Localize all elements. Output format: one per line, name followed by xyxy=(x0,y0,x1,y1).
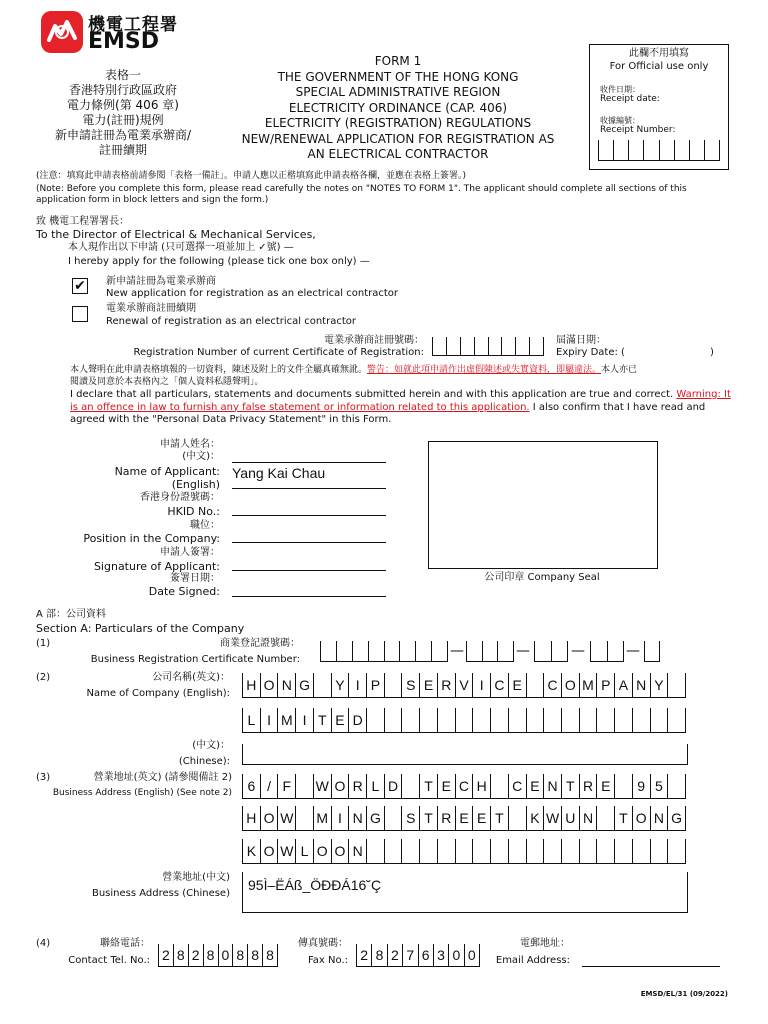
char-box: E xyxy=(437,774,455,798)
char-box xyxy=(667,673,686,697)
header-en-line: ELECTRICITY (REGISTRATION) REGULATIONS xyxy=(264,116,532,130)
char-box: O xyxy=(260,839,278,863)
brc-boxes-4[interactable] xyxy=(590,641,624,662)
char-box: O xyxy=(632,806,650,830)
char-box xyxy=(596,806,614,830)
digit-box: 8 xyxy=(247,944,262,966)
char-box: N xyxy=(632,673,650,697)
char-box: O xyxy=(561,673,579,697)
official-use-box xyxy=(589,44,729,170)
name-zh-label-2: (中文)： xyxy=(182,451,220,462)
char-box xyxy=(384,806,402,830)
header-zh-line: 表格一 xyxy=(104,68,141,82)
char-box xyxy=(508,708,526,732)
char-box xyxy=(543,839,561,863)
renewal-label: Renewal of registration as an electrical contractor xyxy=(106,316,356,327)
char-box: I xyxy=(348,673,366,697)
char-box: E xyxy=(526,774,544,798)
char-box: D xyxy=(384,774,402,798)
char-box xyxy=(508,806,526,830)
form-number: FORM 1 xyxy=(374,54,422,68)
char-box: O xyxy=(260,806,278,830)
char-box: M xyxy=(277,708,295,732)
reg-number-zh: 電業承辦商註冊號碼： xyxy=(324,335,424,346)
char-box: C xyxy=(455,774,473,798)
signature-label: Signature of Applicant: xyxy=(93,560,220,573)
char-box: O xyxy=(331,774,349,798)
dash-separator: — xyxy=(571,643,585,659)
char-box xyxy=(614,774,632,798)
address-label: Business Address (English) (See note 2) xyxy=(52,788,232,798)
company-cname-zh: (中文)： xyxy=(192,740,230,751)
char-box: T xyxy=(419,774,437,798)
char-box xyxy=(508,839,526,863)
char-box: 6 xyxy=(242,774,260,798)
char-box: W xyxy=(277,806,295,830)
header-chinese xyxy=(38,68,208,158)
char-box xyxy=(366,839,384,863)
char-box: L xyxy=(366,774,384,798)
declaration-en xyxy=(70,389,734,427)
item-number: (4) xyxy=(36,938,51,949)
char-box: S xyxy=(401,673,419,697)
char-box: W xyxy=(543,806,561,830)
char-box: C xyxy=(490,673,508,697)
hkid-field[interactable] xyxy=(232,503,386,516)
char-box: H xyxy=(472,774,490,798)
char-box xyxy=(455,708,473,732)
char-box xyxy=(472,839,490,863)
digit-box: 2 xyxy=(188,944,203,966)
char-box xyxy=(419,839,437,863)
dash-separator: — xyxy=(626,643,640,659)
char-box xyxy=(667,774,686,798)
char-box xyxy=(455,839,473,863)
char-box xyxy=(366,708,384,732)
footer-code: EMSD/EL/31 (09/2022) xyxy=(640,990,728,998)
address-zh: 營業地址(英文) (請參閱備註 2) xyxy=(93,772,232,783)
char-box: W xyxy=(277,839,295,863)
char-box xyxy=(490,839,508,863)
brc-boxes-main[interactable] xyxy=(320,641,448,662)
brc-label: Business Registration Certificate Number: xyxy=(90,654,300,665)
company-name-zh: 公司名稱(英文)： xyxy=(152,672,230,683)
char-box: E xyxy=(419,673,437,697)
char-box xyxy=(526,673,544,697)
char-box: O xyxy=(260,673,278,697)
char-box: E xyxy=(508,673,526,697)
address-row-2[interactable] xyxy=(242,806,686,831)
declaration-en-text: I declare that all particulars, statements and documents submitted herein and with this application are true and correct. xyxy=(70,389,674,400)
position-field[interactable] xyxy=(232,530,386,543)
logo-abbr: EMSD xyxy=(88,29,160,54)
char-box xyxy=(384,673,402,697)
char-box: L xyxy=(242,708,260,732)
declaration-zh-3: 閱讀及同意於本表格內之「個人資料私隱聲明」。 xyxy=(70,377,264,387)
char-box: K xyxy=(242,839,260,863)
warning-en: Warning: It is an offence in law to furnish any false statement or information related to this application. xyxy=(70,389,731,413)
digit-box: 3 xyxy=(433,944,448,966)
char-box xyxy=(614,839,632,863)
char-box xyxy=(596,708,614,732)
char-box xyxy=(650,708,668,732)
char-box: / xyxy=(260,774,278,798)
char-box: Y xyxy=(650,673,668,697)
signature-field[interactable] xyxy=(232,558,386,571)
char-box: T xyxy=(614,806,632,830)
signature-zh: 申請人簽署： xyxy=(160,547,220,558)
char-box: P xyxy=(366,673,384,697)
char-box: N xyxy=(579,806,597,830)
char-box xyxy=(614,708,632,732)
chinese-address-label: Business Address (Chinese) xyxy=(91,888,230,899)
receipt-number-boxes[interactable] xyxy=(598,140,720,161)
char-box xyxy=(401,839,419,863)
char-box: 5 xyxy=(650,774,668,798)
fax-zh: 傳真號碼： xyxy=(298,938,348,949)
header-zh-line: 電力條例(第 406 章) xyxy=(67,98,179,112)
char-box: I xyxy=(331,806,349,830)
company-name-row-2[interactable] xyxy=(242,708,686,733)
char-box: V xyxy=(455,673,473,697)
char-box xyxy=(384,708,402,732)
reg-number-label: Registration Number of current Certificate of Registration: xyxy=(133,347,424,358)
char-box xyxy=(490,774,508,798)
char-box xyxy=(667,708,686,732)
brc-boxes-5[interactable] xyxy=(644,641,660,662)
form-title: AN ELECTRICAL CONTRACTOR xyxy=(307,147,489,161)
char-box: 9 xyxy=(632,774,650,798)
date-label: Date Signed: xyxy=(148,585,220,598)
header-zh-line: 電力(註冊)規例 xyxy=(82,113,164,127)
char-box: H xyxy=(242,673,260,697)
header-zh-line: 註冊續期 xyxy=(98,143,147,157)
char-box xyxy=(526,708,544,732)
char-box xyxy=(543,708,561,732)
digit-box: 0 xyxy=(448,944,463,966)
char-box xyxy=(632,708,650,732)
char-box xyxy=(295,806,313,830)
char-box: Y xyxy=(331,673,349,697)
char-box: T xyxy=(313,708,331,732)
tel-boxes[interactable] xyxy=(158,944,278,967)
address-row-3[interactable] xyxy=(242,839,686,864)
declaration-zh-text: 本人聲明在此申請表格填報的一切資料，陳述及附上的文件全屬真確無訛。 xyxy=(70,365,368,375)
char-box xyxy=(401,774,419,798)
char-box: R xyxy=(437,806,455,830)
char-box xyxy=(401,708,419,732)
name-en-value: Yang Kai Chau xyxy=(232,465,326,481)
section-a-title: Section A: Particulars of the Company xyxy=(36,622,245,635)
char-box: K xyxy=(526,806,544,830)
declaration-en-text-2: I also confirm that I have read and agreed with the "Personal Data Privacy Statement" in this Form. xyxy=(70,401,706,425)
char-box: E xyxy=(472,806,490,830)
reg-number-boxes[interactable] xyxy=(432,337,544,356)
digit-box: 2 xyxy=(387,944,402,966)
warning-zh: 警告：如就此項申請作出虛假陳述或失實資料，即屬違法。 xyxy=(367,365,602,375)
char-box: G xyxy=(667,806,686,830)
char-box: R xyxy=(437,673,455,697)
digit-box: 2 xyxy=(158,944,173,966)
digit-box: 8 xyxy=(232,944,247,966)
company-name-row-1[interactable] xyxy=(242,673,686,698)
new-application-label: New application for registration as an electrical contractor xyxy=(106,288,399,299)
char-box: N xyxy=(348,806,366,830)
digit-box: 0 xyxy=(464,944,480,966)
to-director-en: To the Director of Electrical & Mechanical Services, xyxy=(36,228,316,241)
digit-box: 8 xyxy=(203,944,218,966)
char-box: E xyxy=(596,774,614,798)
tel-zh: 聯絡電話： xyxy=(100,938,150,949)
char-box xyxy=(437,708,455,732)
char-box xyxy=(561,708,579,732)
name-en-label: Name of Applicant: xyxy=(114,465,220,478)
name-zh-label: 申請人姓名： xyxy=(160,439,220,450)
char-box xyxy=(579,839,597,863)
char-box: T xyxy=(419,806,437,830)
char-box: E xyxy=(331,708,349,732)
char-box: N xyxy=(543,774,561,798)
receipt-number-label: Receipt Number: xyxy=(600,125,676,135)
official-title-en: For Official use only xyxy=(609,61,709,72)
email-zh: 電郵地址： xyxy=(520,938,570,949)
char-box: G xyxy=(366,806,384,830)
apply-instruction-zh: 本人現作出以下申請 (只可選擇一項並加上 ✓號) — xyxy=(68,242,294,253)
declaration-zh-text-2: 本人亦已 xyxy=(601,365,638,375)
char-box: P xyxy=(596,673,614,697)
char-box: O xyxy=(313,839,331,863)
char-box: N xyxy=(277,673,295,697)
email-label: Email Address: xyxy=(495,955,570,966)
digit-box: 7 xyxy=(402,944,417,966)
item-number: (3) xyxy=(36,772,51,783)
new-application-checkbox[interactable]: ✔ xyxy=(72,278,88,294)
header-en-line: ELECTRICITY ORDINANCE (CAP. 406) xyxy=(288,100,508,115)
item-number: (1) xyxy=(36,638,51,649)
digit-box: 8 xyxy=(173,944,188,966)
char-box: G xyxy=(295,673,313,697)
official-title-zh: 此欄不用填寫 xyxy=(629,48,689,59)
char-box: R xyxy=(348,774,366,798)
company-name-label: Name of Company (English): xyxy=(86,688,230,699)
char-box xyxy=(490,708,508,732)
position-label: Position in the Company: xyxy=(83,532,220,545)
char-box: M xyxy=(579,673,597,697)
company-cname-label: (Chinese): xyxy=(178,756,230,767)
section-a-title-zh: A 部：公司資料 xyxy=(36,609,107,620)
dash-separator: — xyxy=(450,643,464,659)
char-box xyxy=(313,673,331,697)
tel-label: Contact Tel. No.: xyxy=(68,955,150,966)
char-box xyxy=(650,839,668,863)
form-title: NEW/RENEWAL APPLICATION FOR REGISTRATION AS xyxy=(241,131,555,146)
char-box: T xyxy=(490,806,508,830)
digit-box: 6 xyxy=(418,944,433,966)
char-box xyxy=(632,839,650,863)
char-box xyxy=(295,774,313,798)
hkid-label: HKID No.: xyxy=(167,505,220,518)
fax-label: Fax No.: xyxy=(307,955,348,966)
date-zh: 簽署日期： xyxy=(170,573,220,584)
item-number: (2) xyxy=(36,672,51,683)
company-seal-label: 公司印章 Company Seal xyxy=(484,572,600,583)
digit-box: 2 xyxy=(356,944,371,966)
name-zh-field[interactable] xyxy=(232,450,386,463)
note-en: (Note: Before you complete this form, please read carefully the notes on "NOTES TO FORM 1". The applicant should complete all sections of this application form in block letters and sign the form.) xyxy=(36,184,687,205)
apply-instruction-en: I hereby apply for the following (please tick one box only) — xyxy=(68,256,370,267)
position-zh: 職位： xyxy=(190,520,220,531)
renewal-checkbox[interactable] xyxy=(72,306,88,322)
header-en-line: SPECIAL ADMINISTRATIVE REGION xyxy=(295,85,501,99)
receipt-date-label: Receipt date: xyxy=(600,94,660,104)
renewal-zh: 電業承辦商註冊續期 xyxy=(106,303,196,314)
char-box xyxy=(437,839,455,863)
email-field[interactable] xyxy=(582,954,720,967)
char-box xyxy=(667,839,686,863)
char-box xyxy=(596,839,614,863)
declaration-zh xyxy=(70,364,730,376)
char-box: O xyxy=(331,839,349,863)
header-english xyxy=(222,54,574,163)
char-box: F xyxy=(277,774,295,798)
char-box: S xyxy=(401,806,419,830)
brc-boxes-2[interactable] xyxy=(466,641,514,662)
header-zh-line: 新申請註冊為電業承辦商/ xyxy=(54,128,192,142)
char-box xyxy=(579,708,597,732)
emsd-logo xyxy=(40,10,180,54)
char-box: N xyxy=(650,806,668,830)
char-box: A xyxy=(614,673,632,697)
char-box: T xyxy=(561,774,579,798)
digit-box: 0 xyxy=(218,944,233,966)
receipt-number-zh: 收據編號： xyxy=(600,116,640,125)
expiry-close: ) xyxy=(710,347,714,358)
header-zh-line: 香港特別行政區政府 xyxy=(68,83,177,97)
header-en-line: THE GOVERNMENT OF THE HONG KONG xyxy=(277,69,519,84)
char-box xyxy=(472,708,490,732)
company-chinese-name-field[interactable] xyxy=(242,744,688,765)
chinese-address-value: 95Ì–ËÁß_ÖÐÐÁ16˘Ç xyxy=(248,877,382,893)
chinese-address-zh: 營業地址(中文) xyxy=(162,872,230,883)
hkid-zh: 香港身份證號碼： xyxy=(140,492,220,503)
name-en-label-2: (English) xyxy=(171,478,220,491)
char-box xyxy=(561,839,579,863)
to-director-zh: 致 機電工程署署長： xyxy=(36,216,130,227)
brc-boxes-3[interactable] xyxy=(534,641,568,662)
char-box xyxy=(526,839,544,863)
expiry-zh: 屆滿日期： xyxy=(556,335,606,346)
expiry-label: Expiry Date: ( xyxy=(556,347,625,358)
emsd-logo-icon xyxy=(40,10,84,54)
date-field[interactable] xyxy=(232,584,386,597)
char-box: C xyxy=(543,673,561,697)
char-box xyxy=(419,708,437,732)
char-box: H xyxy=(242,806,260,830)
address-row-1[interactable] xyxy=(242,774,686,799)
new-application-zh: 新申請註冊為電業承辦商 xyxy=(106,276,216,287)
digit-box: 8 xyxy=(371,944,386,966)
char-box: E xyxy=(455,806,473,830)
brc-zh: 商業登記證號碼： xyxy=(220,638,300,649)
char-box: D xyxy=(348,708,366,732)
char-box: N xyxy=(348,839,366,863)
char-box xyxy=(384,839,402,863)
note-zh: (注意：填寫此申請表格前請參閱「表格一備註」。申請人應以正楷填寫此申請表格各欄，並應在表格上簽署。) xyxy=(36,171,467,181)
char-box: M xyxy=(313,806,331,830)
char-box: I xyxy=(260,708,278,732)
char-box: L xyxy=(295,839,313,863)
receipt-date-zh: 收件日期： xyxy=(600,85,640,94)
char-box: R xyxy=(579,774,597,798)
char-box: I xyxy=(295,708,313,732)
digit-box: 8 xyxy=(262,944,278,966)
fax-boxes[interactable] xyxy=(356,944,480,967)
dash-separator: — xyxy=(516,643,530,659)
char-box: U xyxy=(561,806,579,830)
char-box: W xyxy=(313,774,331,798)
company-seal-box[interactable] xyxy=(428,441,658,569)
logo-chinese-name: 機電工程署 xyxy=(88,15,178,35)
char-box: I xyxy=(472,673,490,697)
char-box: C xyxy=(508,774,526,798)
